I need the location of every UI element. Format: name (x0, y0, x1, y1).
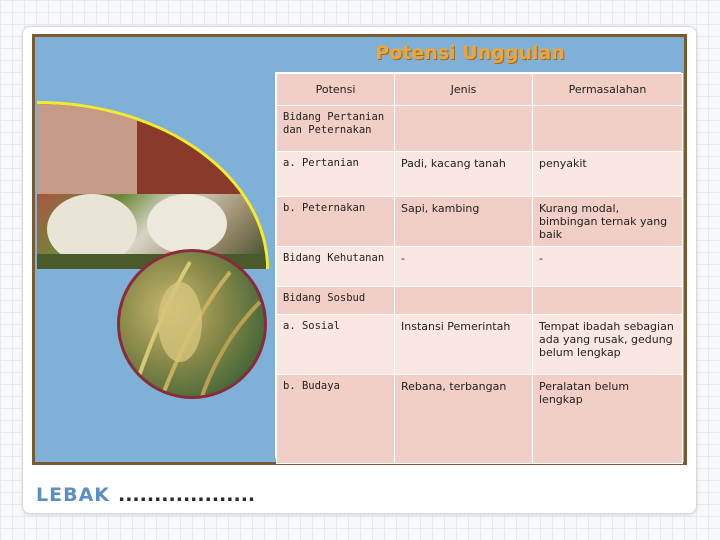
cell-jenis (395, 287, 533, 315)
cell-potensi: b. Peternakan (277, 197, 395, 247)
rice-illustration (120, 252, 267, 399)
slide-title: Potensi Unggulan (375, 42, 565, 64)
cell-potensi: b. Budaya (277, 375, 395, 464)
table-row (277, 247, 683, 287)
photo-goat (147, 194, 227, 254)
cell-permasalahan: - (533, 247, 683, 287)
table-row (277, 375, 683, 464)
rice-grain-cluster (158, 282, 202, 362)
photo-cow (37, 104, 137, 194)
cell-jenis: Sapi, kambing (395, 197, 533, 247)
cell-jenis (395, 106, 533, 152)
photo-sheep (47, 194, 137, 264)
cell-permasalahan: penyakit (533, 152, 683, 197)
potensi-table (275, 72, 681, 458)
cell-potensi: Bidang Pertanian dan Peternakan (277, 106, 395, 152)
cell-jenis: Instansi Pemerintah (395, 315, 533, 375)
rice-photo (117, 249, 267, 399)
cell-potensi: Bidang Kehutanan (277, 247, 395, 287)
table-row (277, 152, 683, 197)
cell-potensi: a. Sosial (277, 315, 395, 375)
cell-jenis: Padi, kacang tanah (395, 152, 533, 197)
cell-potensi: Bidang Sosbud (277, 287, 395, 315)
table-row (277, 197, 683, 247)
cell-permasalahan (533, 287, 683, 315)
cell-potensi: a. Pertanian (277, 152, 395, 197)
cell-permasalahan: Tempat ibadah sebagian ada yang rusak, gedung belum lengkap (533, 315, 683, 375)
cell-jenis: - (395, 247, 533, 287)
cell-permasalahan (533, 106, 683, 152)
cell-permasalahan: Peralatan belum lengkap (533, 375, 683, 464)
cell-permasalahan: Kurang modal, bimbingan ternak yang baik (533, 197, 683, 247)
brand-dots: ................... (118, 484, 256, 506)
header-permasalahan: Permasalahan (533, 74, 683, 106)
table-row (277, 106, 683, 152)
header-potensi: Potensi (277, 74, 395, 106)
cell-jenis: Rebana, terbangan (395, 375, 533, 464)
table-row (277, 287, 683, 315)
table-row (277, 315, 683, 375)
header-jenis: Jenis (395, 74, 533, 106)
brand-logo-text: LEBAK (36, 484, 110, 506)
